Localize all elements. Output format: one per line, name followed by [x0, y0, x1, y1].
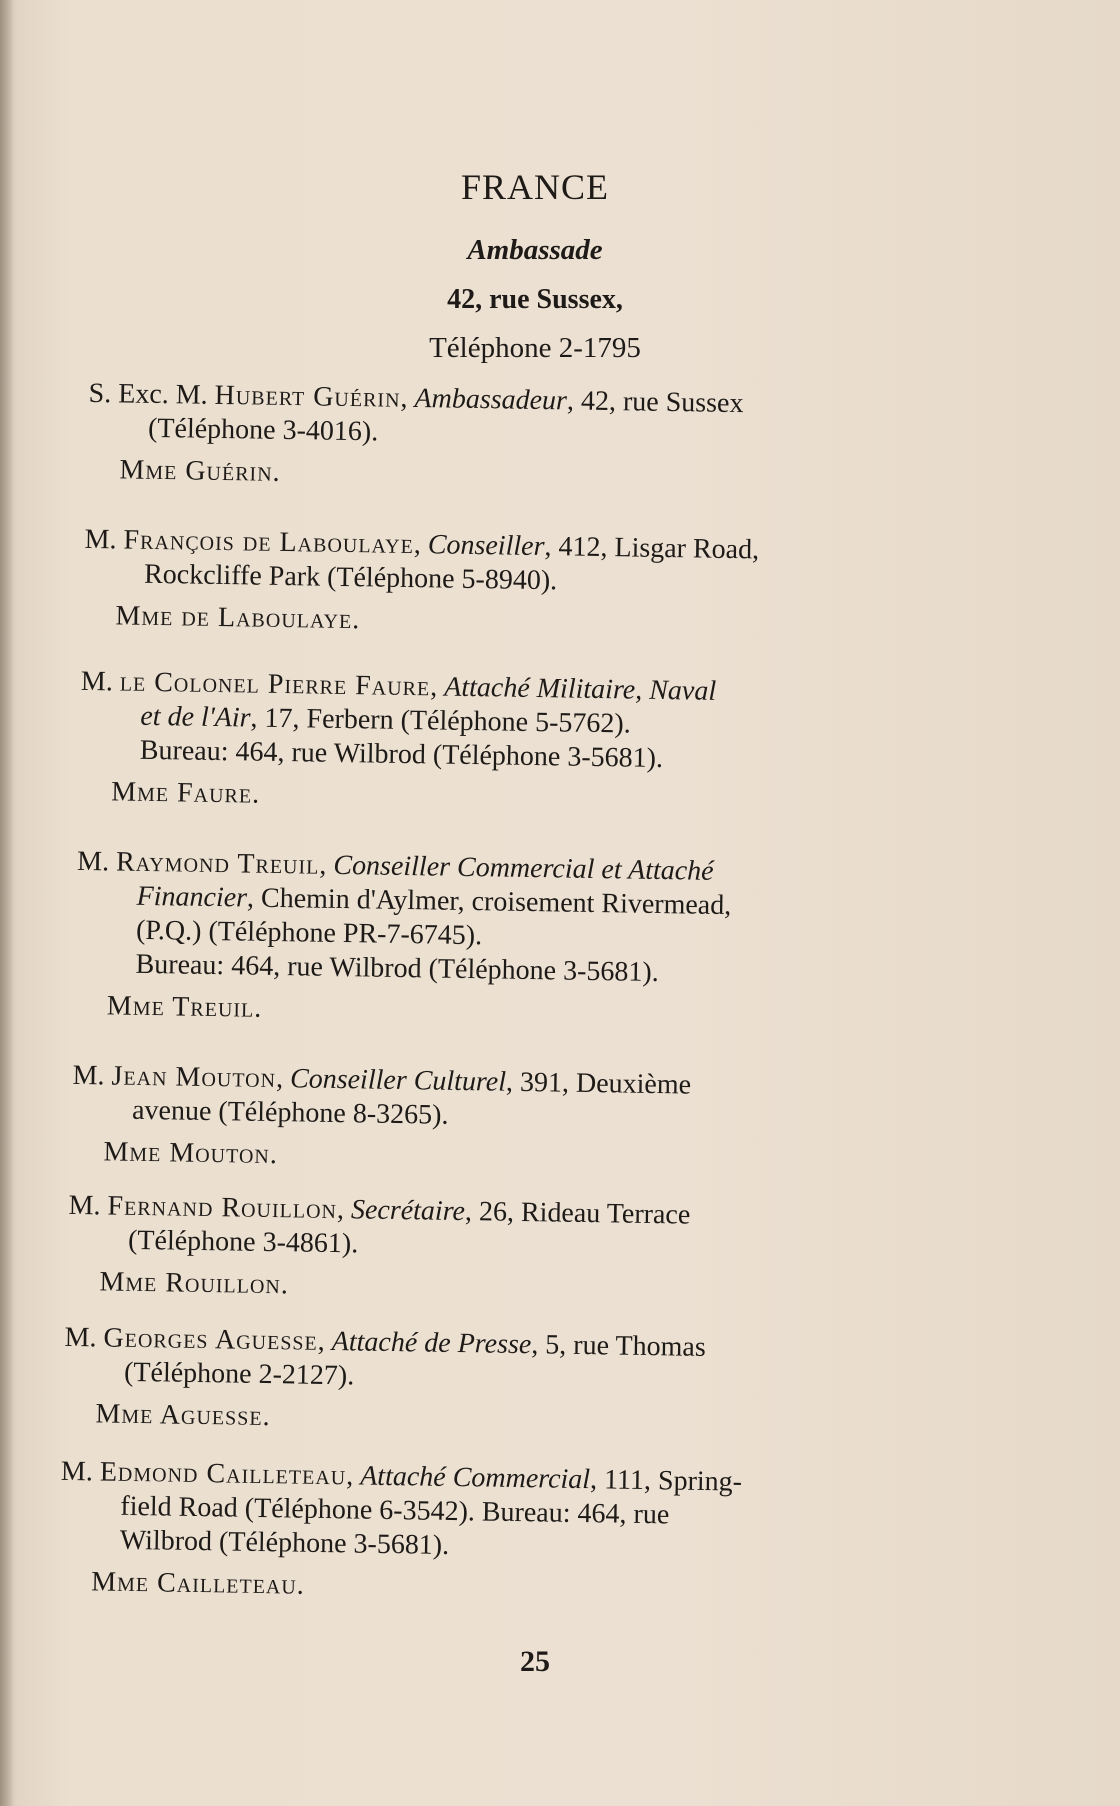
entry-spouse: Mme Cailleteau. — [90, 1566, 306, 1601]
entry-spouse: Mme Treuil. — [106, 990, 263, 1024]
staff-entry — [63, 1321, 975, 1445]
entry-name: Jean Mouton — [111, 1060, 277, 1095]
staff-entry — [87, 377, 999, 501]
entry-detail: , 5, rue Thomas — [531, 1329, 706, 1363]
entry-first-line: S. Exc. M. Hubert Guérin, Ambassadeur, 42, rue Sussex — [88, 377, 744, 420]
entry-spouse: Mme Faure. — [110, 776, 261, 810]
entry-detail: , 391, Deuxième — [505, 1066, 692, 1101]
entry-name: Georges Aguesse — [103, 1322, 319, 1357]
entry-first-line: M. Edmond Cailleteau, Attaché Commercial, 111, Spring- — [60, 1455, 743, 1498]
entry-first-line: M. Georges Aguesse, Attaché de Presse, 5, rue Thomas — [64, 1321, 706, 1363]
entry-spouse: Mme Rouillon. — [99, 1266, 290, 1301]
country-heading: FRANCE — [460, 167, 610, 207]
entry-prefix: M. — [64, 1321, 104, 1354]
staff-entry — [79, 665, 991, 823]
entry-first-line: M. Fernand Rouillon, Secrétaire, 26, Rideau Terrace — [68, 1189, 691, 1231]
page-content — [60, 0, 1000, 1806]
entry-first-line: M. Jean Mouton, Conseiller Culturel, 391, Deuxième — [72, 1059, 692, 1101]
entry-detail-line: (P.Q.) (Téléphone PR-7-6745). — [135, 914, 483, 952]
entry-prefix: M. — [60, 1455, 101, 1488]
staff-entry — [67, 1189, 979, 1313]
entry-name: Raymond Treuil — [115, 846, 320, 881]
entry-spouse: Mme de Laboulaye. — [115, 600, 361, 636]
entry-first-line: M. le Colonel Pierre Faure, Attaché Militaire, Naval — [80, 665, 717, 707]
entry-spouse: Mme Mouton. — [103, 1136, 279, 1171]
entry-name: Fernand Rouillon — [107, 1190, 338, 1226]
entry-detail-line: (Téléphone 3-4861). — [127, 1224, 359, 1260]
staff-entry — [75, 845, 988, 1037]
entry-title: Attaché Commercial — [359, 1460, 591, 1496]
page-number: 25 — [520, 1645, 550, 1678]
entry-detail-line: (Téléphone 2-2127). — [123, 1356, 355, 1392]
entry-title: Ambassadeur — [414, 382, 568, 417]
entry-title: Conseiller — [427, 529, 545, 563]
embassy-telephone: Téléphone 2-1795 — [429, 332, 641, 364]
entry-detail: , Chemin d'Aylmer, croisement Rivermead, — [246, 882, 732, 922]
entry-prefix: M. — [80, 665, 121, 698]
entry-prefix: M. — [76, 845, 117, 878]
entry-name: Hubert Guérin — [214, 379, 401, 414]
entry-bureau: Bureau: 464, rue Wilbrod (Téléphone 3-5681). — [139, 734, 664, 775]
entry-name: François de Laboulaye — [123, 524, 415, 561]
entry-detail: , 111, Spring- — [589, 1464, 743, 1498]
staff-entry — [71, 1059, 983, 1183]
section-heading: Ambassade — [467, 234, 603, 266]
entry-prefix: M. — [68, 1189, 108, 1222]
entry-title: Secrétaire — [350, 1194, 466, 1228]
entry-title: Conseiller Commercial et Attaché — [333, 849, 714, 887]
entry-detail: , 26, Rideau Terrace — [464, 1196, 691, 1231]
entry-detail-line: (Téléphone 3-4016). — [147, 412, 379, 448]
entry-prefix: M. — [84, 523, 124, 556]
entry-title: Attaché Militaire, Naval — [443, 671, 717, 707]
entry-name: le Colonel Pierre Faure — [119, 666, 431, 703]
entry-title-continued: et de l'Air — [140, 700, 251, 734]
entry-first-line: M. François de Laboulaye, Conseiller, 412, Lisgar Road, — [84, 523, 760, 566]
book-gutter-shadow — [0, 0, 14, 1806]
staff-entry — [59, 1455, 971, 1613]
entry-spouse: Mme Aguesse. — [95, 1398, 271, 1433]
staff-entry — [83, 523, 995, 647]
entry-spouse: Mme Guérin. — [119, 454, 281, 488]
entry-title-continued: Financier — [136, 880, 248, 914]
entry-detail-line: avenue (Téléphone 8-3265). — [131, 1094, 449, 1131]
entry-detail: , 17, Ferbern (Téléphone 5-5762). — [250, 702, 631, 740]
entry-first-line: M. Raymond Treuil, Conseiller Commercial et Attaché — [76, 845, 714, 887]
entry-title: Attaché de Presse — [331, 1326, 532, 1361]
entry-detail-line: field Road (Téléphone 6-3542). Bureau: 464, rue — [120, 1490, 670, 1531]
entry-title: Conseiller Culturel — [289, 1063, 507, 1098]
entry-name: Edmond Cailleteau — [99, 1456, 347, 1492]
entry-detail: , 412, Lisgar Road, — [544, 531, 760, 566]
entry-prefix: M. — [72, 1059, 112, 1092]
entry-detail-line: Wilbrod (Téléphone 3-5681). — [119, 1524, 450, 1561]
embassy-address: 42, rue Sussex, — [447, 284, 623, 315]
entry-bureau: Bureau: 464, rue Wilbrod (Téléphone 3-5681). — [135, 948, 659, 989]
entry-detail-line: Rockcliffe Park (Téléphone 5-8940). — [143, 558, 558, 597]
entry-detail: , 42, rue Sussex — [566, 385, 744, 420]
entry-prefix: S. Exc. M. — [88, 377, 215, 411]
